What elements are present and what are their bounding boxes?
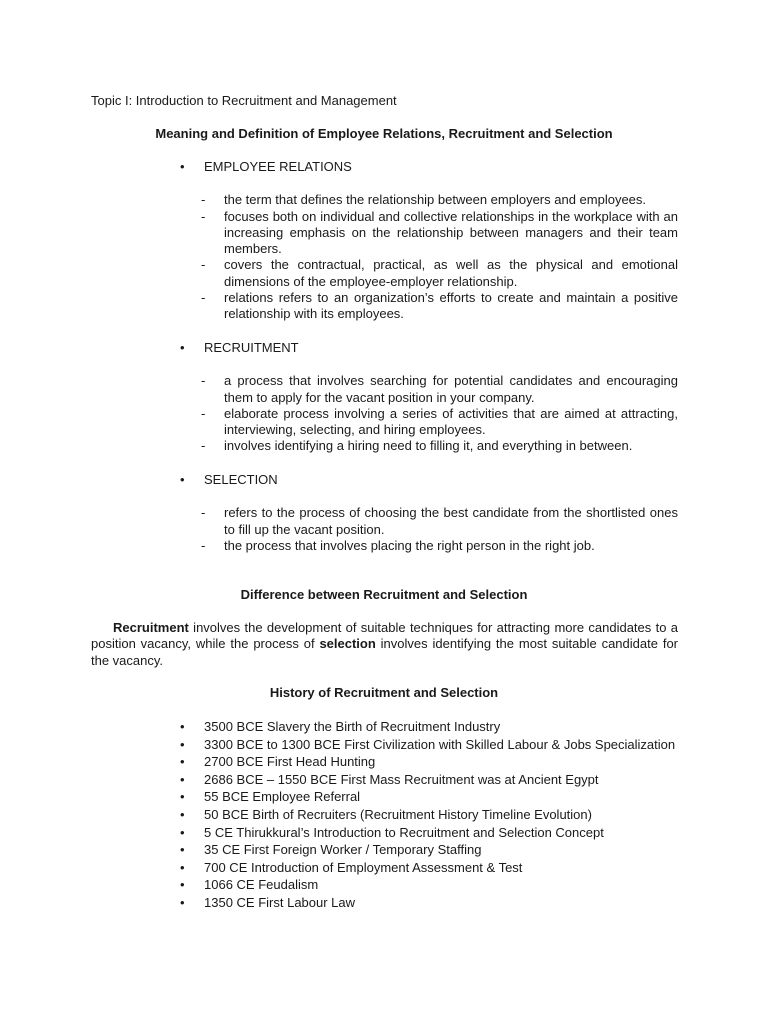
paragraph-text: involves the development of suitable techniques for attracting more candidates to a position vacancy, while the process of	[91, 620, 678, 652]
section-title	[180, 159, 678, 175]
section-employee-relations	[180, 159, 678, 323]
list-item-text: 1066 CE Feudalism	[204, 877, 319, 893]
bullet-icon: •	[180, 771, 185, 787]
dash-icon: -	[201, 208, 206, 224]
list-item-text: elaborate process involving a series of activities that are aimed at attracting, interviewing, selecting, and hiring employees.	[224, 405, 678, 438]
section-title-text: RECRUITMENT	[204, 340, 299, 355]
history-list	[180, 718, 678, 912]
dash-icon: -	[201, 405, 206, 421]
list-item	[180, 806, 678, 824]
bullet-icon: •	[180, 159, 185, 174]
section-title	[180, 340, 678, 356]
list-item	[180, 824, 678, 842]
list-item-text: the process that involves placing the right person in the right job.	[224, 537, 595, 553]
list-item	[180, 538, 678, 554]
list-item-text: covers the contractual, practical, as well as the physical and emotional dimensions of the employee-employer relationship.	[224, 257, 678, 289]
dash-icon: -	[201, 537, 206, 553]
list-item	[180, 788, 678, 806]
list-item-text: 2686 BCE – 1550 BCE First Mass Recruitment was at Ancient Egypt	[204, 771, 599, 787]
list-item	[180, 753, 678, 771]
list-item-text: 5 CE Thirukkural’s Introduction to Recruitment and Selection Concept	[204, 824, 604, 840]
section-title-text: EMPLOYEE RELATIONS	[204, 159, 352, 174]
definition-list	[180, 192, 678, 322]
list-item	[180, 876, 678, 894]
dash-icon: -	[201, 373, 206, 389]
list-item-text: the term that defines the relationship between employers and employees.	[224, 192, 647, 208]
bullet-icon: •	[180, 340, 185, 355]
list-item	[180, 438, 678, 454]
list-item-text: 1350 CE First Labour Law	[204, 894, 356, 910]
list-item-text: 3500 BCE Slavery the Birth of Recruitment Industry	[204, 719, 501, 734]
bullet-icon: •	[180, 859, 185, 875]
list-item	[180, 192, 678, 208]
section-recruitment	[180, 340, 678, 455]
bullet-icon: •	[180, 736, 185, 752]
list-item-text: 50 BCE Birth of Recruiters (Recruitment History Timeline Evolution)	[204, 806, 592, 822]
list-item-text: refers to the process of choosing the best candidate from the shortlisted ones to fill up the vacant position.	[224, 505, 678, 537]
section-selection	[180, 472, 678, 554]
list-item	[180, 859, 678, 877]
list-item	[180, 290, 678, 323]
heading-history: History of Recruitment and Selection	[269, 685, 499, 700]
list-item-text: 2700 BCE First Head Hunting	[204, 754, 376, 770]
heading-definitions: Meaning and Definition of Employee Relations, Recruitment and Selection	[155, 126, 613, 141]
topic-line: Topic I: Introduction to Recruitment and Management	[91, 93, 397, 108]
bullet-icon: •	[180, 754, 185, 770]
bullet-icon: •	[180, 806, 185, 822]
term-selection: selection	[319, 636, 376, 652]
list-item	[180, 894, 678, 912]
list-item	[180, 841, 678, 859]
list-item	[180, 718, 678, 736]
list-item	[180, 771, 678, 789]
list-item-text: 3300 BCE to 1300 BCE First Civilization with Skilled Labour & Jobs Specialization	[204, 736, 676, 752]
difference-paragraph	[91, 620, 678, 669]
list-item-text: relations refers to an organization’s efforts to create and maintain a positive relationship with its employees.	[224, 290, 678, 322]
bullet-icon: •	[180, 472, 185, 487]
bullet-icon: •	[180, 894, 185, 910]
dash-icon: -	[201, 438, 206, 454]
list-item-text: 55 BCE Employee Referral	[204, 789, 361, 805]
list-item	[180, 736, 678, 754]
list-item	[180, 373, 678, 406]
dash-icon: -	[201, 290, 206, 306]
list-item-text: involves identifying a hiring need to filling it, and everything in between.	[224, 438, 633, 454]
bullet-icon: •	[180, 719, 185, 734]
section-title	[180, 472, 678, 488]
dash-icon: -	[201, 192, 206, 208]
list-item-text: 35 CE First Foreign Worker / Temporary Staffing	[204, 842, 482, 858]
definition-list	[180, 505, 678, 554]
list-item-text: a process that involves searching for potential candidates and encouraging them to apply for the vacant position in your company.	[224, 373, 678, 405]
term-recruitment: Recruitment	[113, 620, 189, 635]
dash-icon: -	[201, 505, 206, 521]
list-item-text: 700 CE Introduction of Employment Assessment & Test	[204, 859, 523, 875]
list-item	[180, 406, 678, 439]
definition-list	[180, 373, 678, 454]
bullet-icon: •	[180, 789, 185, 805]
bullet-icon: •	[180, 877, 185, 893]
list-item	[180, 505, 678, 538]
section-title-text: SELECTION	[204, 472, 278, 487]
bullet-icon: •	[180, 842, 185, 858]
list-item	[180, 209, 678, 258]
list-item	[180, 257, 678, 290]
list-item-text: focuses both on individual and collective relationships in the workplace with an increasing emphasis on the relationship between managers and their team members.	[224, 208, 678, 257]
dash-icon: -	[201, 257, 206, 273]
paragraph-text: involves identifying the most suitable candidate for the vacancy.	[91, 636, 679, 668]
bullet-icon: •	[180, 824, 185, 840]
heading-difference: Difference between Recruitment and Selection	[240, 587, 528, 602]
